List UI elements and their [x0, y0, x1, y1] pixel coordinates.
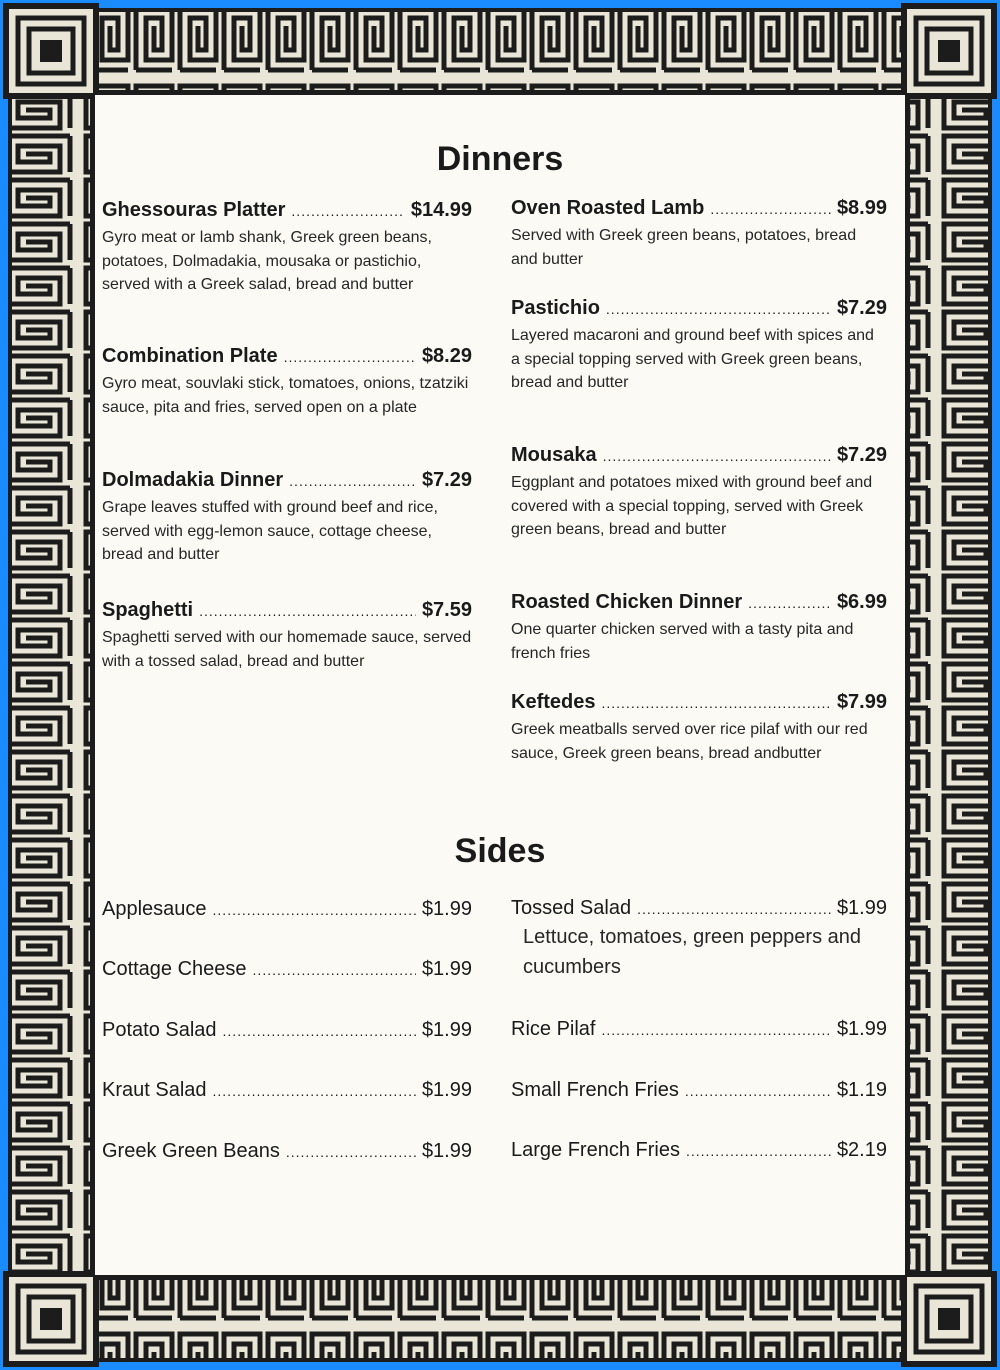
dot-leader	[213, 1083, 416, 1099]
item-name: Tossed Salad	[511, 897, 632, 919]
side-item	[102, 1140, 472, 1163]
side-item	[511, 1018, 887, 1041]
item-description: Lettuce, tomatoes, green peppers and cucumbers	[523, 926, 862, 978]
item-price: $7.99	[836, 691, 887, 713]
item-name: Mousaka	[511, 444, 597, 466]
dinners-heading: Dinners	[436, 140, 564, 178]
item-price: $1.99	[836, 897, 887, 919]
dot-leader	[291, 203, 404, 219]
dot-leader	[606, 301, 831, 317]
item-description: Gyro meat or lamb shank, Greek green beans, potatoes, Dolmadakia, mousaka or pastichio, served with a Greek salad, bread and butter	[102, 229, 432, 293]
menu-item	[102, 199, 472, 297]
item-name: Potato Salad	[102, 1019, 217, 1041]
item-price: $7.29	[421, 469, 472, 491]
dot-leader	[601, 695, 830, 711]
side-item	[511, 1079, 887, 1102]
dot-leader	[213, 902, 416, 918]
item-price: $1.99	[836, 1018, 887, 1040]
item-description: Gyro meat, souvlaki stick, tomatoes, onions, tzatziki sauce, pita and fries, served open on a plate	[102, 375, 469, 416]
side-item	[102, 1079, 472, 1102]
dot-leader	[637, 901, 831, 917]
dot-leader	[199, 603, 416, 619]
menu-item	[102, 469, 472, 567]
dot-leader	[710, 201, 831, 217]
item-description: Grape leaves stuffed with ground beef and rice, served with egg-lemon sauce, cottage cheese, bread and butter	[102, 499, 438, 563]
dot-leader	[223, 1023, 416, 1039]
item-name: Applesauce	[102, 898, 207, 920]
side-item	[511, 897, 887, 982]
dot-leader	[686, 1143, 831, 1159]
item-name: Kraut Salad	[102, 1079, 207, 1101]
item-name: Roasted Chicken Dinner	[511, 591, 743, 613]
side-item	[102, 898, 472, 921]
item-price: $8.29	[421, 345, 472, 367]
menu-item	[511, 444, 887, 542]
item-name: Pastichio	[511, 297, 600, 319]
side-item	[102, 958, 472, 981]
item-name: Cottage Cheese	[102, 958, 247, 980]
menu-item	[511, 691, 887, 765]
dot-leader	[685, 1083, 831, 1099]
side-item	[102, 1019, 472, 1042]
item-description: Served with Greek green beans, potatoes, bread and butter	[511, 227, 857, 268]
item-name: Combination Plate	[102, 345, 278, 367]
dot-leader	[748, 595, 831, 611]
item-price: $14.99	[410, 199, 472, 221]
menu-item	[511, 591, 887, 665]
item-price: $7.29	[836, 444, 887, 466]
dot-leader	[284, 349, 416, 365]
item-description: Spaghetti served with our homemade sauce, served with a tossed salad, bread and butter	[102, 629, 472, 670]
item-name: Ghessouras Platter	[102, 199, 286, 221]
item-name: Small French Fries	[511, 1079, 679, 1101]
item-price: $1.99	[421, 958, 472, 980]
menu-item	[511, 297, 887, 395]
dot-leader	[289, 473, 416, 489]
item-price: $7.29	[836, 297, 887, 319]
side-item	[511, 1139, 887, 1162]
sides-heading: Sides	[454, 832, 546, 870]
item-name: Oven Roasted Lamb	[511, 197, 705, 219]
item-price: $8.99	[836, 197, 887, 219]
item-price: $1.99	[421, 1019, 472, 1041]
menu-item	[102, 599, 472, 673]
dot-leader	[286, 1144, 416, 1160]
item-description: Greek meatballs served over rice pilaf with our red sauce, Greek green beans, bread andbutter	[511, 721, 868, 762]
item-price: $1.99	[421, 1079, 472, 1101]
dot-leader	[253, 962, 416, 978]
menu-item	[102, 345, 472, 419]
item-price: $1.19	[836, 1079, 887, 1101]
dot-leader	[601, 1022, 830, 1038]
item-description: One quarter chicken served with a tasty pita and french fries	[511, 621, 854, 662]
item-price: $1.99	[421, 898, 472, 920]
item-name: Large French Fries	[511, 1139, 680, 1161]
item-price: $2.19	[836, 1139, 887, 1161]
item-price: $6.99	[836, 591, 887, 613]
item-name: Greek Green Beans	[102, 1140, 280, 1162]
item-name: Dolmadakia Dinner	[102, 469, 284, 491]
item-name: Spaghetti	[102, 599, 194, 621]
item-name: Keftedes	[511, 691, 596, 713]
dot-leader	[603, 448, 831, 464]
menu-item	[511, 197, 887, 271]
item-description: Eggplant and potatoes mixed with ground beef and covered with a special topping, served with Greek green beans, bread and butter	[511, 474, 873, 538]
item-name: Rice Pilaf	[511, 1018, 596, 1040]
item-description: Layered macaroni and ground beef with spices and a special topping served with Greek green beans, bread and butter	[511, 327, 874, 391]
item-price: $1.99	[421, 1140, 472, 1162]
item-price: $7.59	[421, 599, 472, 621]
